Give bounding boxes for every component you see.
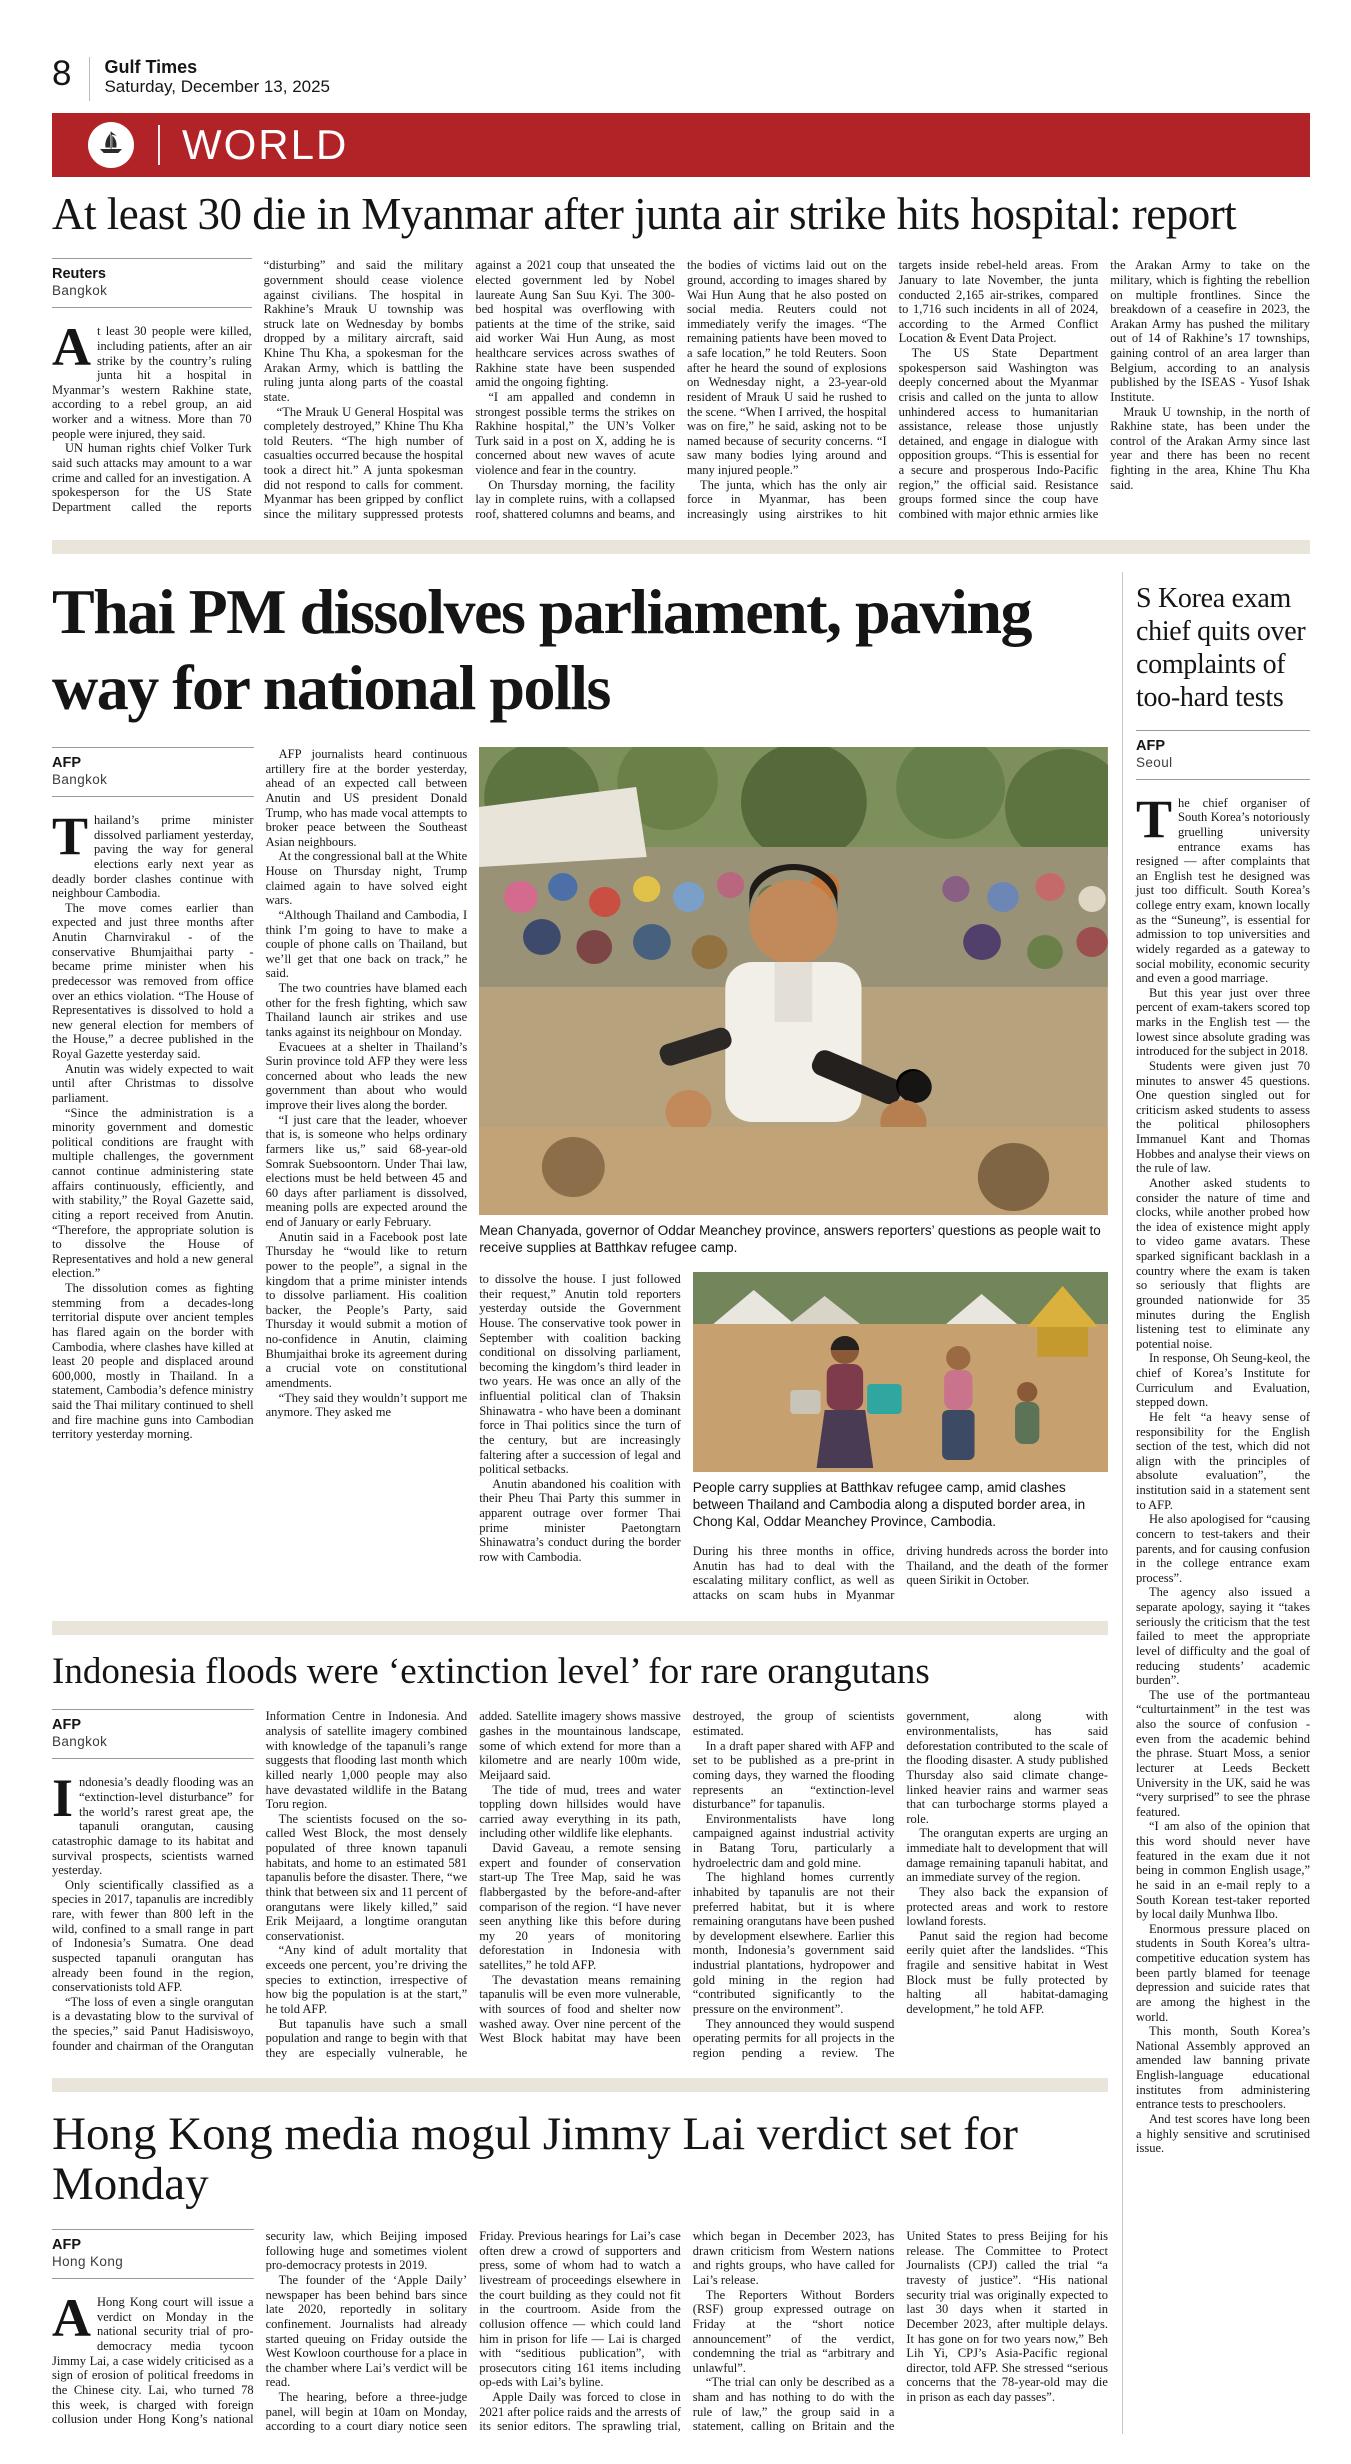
thai-left-columns	[52, 747, 467, 1603]
myanmar-headline: At least 30 die in Myanmar after junta air strike hits hospital: report	[52, 189, 1237, 239]
page-number: 8	[52, 54, 72, 93]
paragraph: The tide of mud, trees and water toppling down hillsides would have carried away everything in its path, including other wildlife like elephants.	[479, 1782, 681, 1841]
byline-location: Bangkok	[52, 1734, 108, 1750]
article-thai	[52, 574, 1108, 1603]
paragraph: “I am also of the opinion that this word should never have featured in the exam due it not being in common English usage,” he said in an e-mail reply to a South Korean test-taker reported by local daily Munhwa Ilbo.	[1136, 1819, 1310, 1922]
photo-refugee-camp-image	[693, 1272, 1108, 1472]
hongkong-headline: Hong Kong media mogul Jimmy Lai verdict set for Monday	[52, 2108, 1018, 2210]
indonesia-text	[52, 1709, 1108, 2060]
paragraph: The highland homes currently inhabited by tapanulis are not their preferred habitat, but it is where remaining orangutans have been pushed by development elsewhere. Earlier this month, Indonesia’s government said industrial plantations, hydropower and gold mining in the region had “contributed significantly to the pressure on the environment”.	[692, 1870, 895, 2016]
indonesia-headline: Indonesia floods were ‘extinction level’ for rare orangutans	[52, 1650, 930, 1692]
banner-divider	[158, 125, 160, 165]
hongkong-body	[52, 2229, 1108, 2434]
paragraph: The scientists focused on the so-called West Block, the most densely populated of three known tapanuli habitats, and home to an estimated 581 tapanulis before the disaster. There, “we think that between six and 11 percent of orangutans were likely killed,” said Erik Meijaard, a longtime orangutan conservationist.	[265, 1811, 468, 1943]
paragraph: The devastation means remaining tapanulis will be even more vulnerable, with sources of food and shelter now washed away. Over nine percent of the West Block habitat may have been destroyed, the group of scientists estimated.	[479, 1709, 895, 2046]
article-myanmar	[52, 191, 1310, 522]
paragraph: Panut said the region had become eerily quiet after the landslides. “This fragile and sensitive habitat in West Block must be fully protected by halting all habitat-damaging development,” he told AFP.	[906, 1928, 1108, 2016]
skorea-headline: S Korea exam chief quits over complaints of too-hard tests	[1136, 582, 1306, 713]
paragraph: A Hong Kong court will issue a verdict on Monday in the national security trial of pro-democracy media tycoon Jimmy Lai, a case widely criticised as a sign of erosion of political freedoms in the Chinese city. Lai, who turned 78 this week, is charged with foreign collusion under Hong Kong’s national security law, which Beijing imposed following huge and sometimes violent pro-democracy protests in 2019.	[52, 2229, 468, 2427]
paragraph: They also back the expansion of protected areas and work to restore lowland forests.	[906, 1884, 1108, 1929]
byline-source: AFP	[52, 1717, 81, 1734]
drop-cap: T	[52, 806, 89, 867]
photo1-caption: Mean Chanyada, governor of Oddar Meanchey province, answers reporters’ questions as people wait to receive supplies at Batthkav refugee camp.	[479, 1223, 1101, 1256]
paragraph: The dissolution comes as fighting stemming from a decades-long territorial dispute over ancient temples has flared again on the border with Cambodia, where clashes have killed at least 20 people and displaced around 600,000, mostly in Thailand. In a statement, Cambodia’s defence ministry said the Thai military continued to shell and fire machine guns into Cambodian territory yesterday morning.	[52, 1281, 254, 1442]
paragraph: Anutin was widely expected to wait until after Christmas to dissolve parliament.	[52, 1061, 254, 1105]
paragraph: But this year just over three percent of exam-takers scored top marks in the English test — the lowest since absolute grading was introduced for the subject in 2018.	[1136, 985, 1310, 1059]
thai-body	[52, 747, 1108, 1603]
hongkong-byline	[52, 2229, 254, 2279]
paragraph: “The loss of even a single orangutan is a devastating blow to the survival of the species,” said Panut Hadisiswoyo, founder and chairman of the Orangutan Information Centre in Indonesia. And analysis of satellite imagery combined with knowledge of the tapanuli’s range suggests that flooding last month which killed nearly 1,000 people may also have devastated wildlife in the Batang Toru region.	[52, 1709, 468, 2053]
paragraph: The use of the portmanteau “culturtainment” in the test was also the source of confusion - even from the academic behind the phrase. Stuart Moss, a senior lecturer at Leeds Beckett University in the UK, said he was “very surprised” to see the phrase featured.	[1136, 1687, 1310, 1819]
masthead-title: Gulf Times	[104, 57, 198, 77]
thai-text-bottom	[693, 1544, 1108, 1603]
byline-location: Seoul	[1136, 754, 1173, 770]
paragraph: “Although Thailand and Cambodia, I think I’m going to have to make a couple of phone calls on Thailand, but we’ll get that one back on track,” he said.	[265, 907, 468, 981]
paragraph: The two countries have blamed each other for the fresh fighting, which saw Thailand launch air strikes and use tanks against its neighbour on Monday.	[265, 981, 468, 1039]
paragraph: Anutin said in a Facebook post late Thursday he “would like to return power to the people”, a signal in the kingdom that a prime minister intends to dissolve parliament. His coalition backer, the People’s Party, said Thursday it would submit a motion of no-confidence in Anutin, claiming Bhumjaithai broke its agreement during a crucial vote on constitutional amendments.	[265, 1229, 468, 1390]
byline-location: Bangkok	[52, 772, 108, 788]
paragraph: They announced they would suspend operating permits for all projects in the region pending a review. The government, along with environmentalists, has said deforestation contributed to the scale of the flooding disaster. A study published Thursday also said climate change-linked heavier rains and warmer seas that can turbocharge storms played a role.	[692, 1709, 1108, 2060]
page-header	[52, 0, 1310, 101]
paragraph: Evacuees at a shelter in Thailand’s Surin province told AFP they were less concerned about who leads the new government than about who would improve their lives along the border.	[265, 1039, 468, 1113]
paragraph: “Since the administration is a minority government and domestic political conditions are fraught with multiple challenges, the government cannot continue administering state affairs continuously, efficiently, and with stability,” the Royal Gazette said, citing a report received from Anutin. “Therefore, the appropriate solution is to dissolve the House of Representatives and hold a new general election.”	[52, 1105, 254, 1281]
paragraph: Anutin abandoned his coalition with their Pheu Thai Party this summer in apparent outrage over former Thai prime minister Paetongtarn Shinawatra’s conduct during the border row with Cambodia.	[479, 1476, 681, 1564]
paragraph: Only scientifically classified as a species in 2017, tapanulis are incredibly rare, with fewer than 800 left in the wild, confined to a small range in part of Indonesia’s Sumatra. One dead suspected tapanuli orangutan has already been found in the region, conservationists told AFP.	[52, 1877, 254, 1995]
byline-source: AFP	[52, 2237, 81, 2254]
paragraph: During his three months in office, Anutin has had to deal with the escalating military conflict, as well as attacks on scam hubs in Myanmar driving hundreds across the border into Thailand, and the death of the former queen Sirikit in October.	[692, 1544, 1108, 1602]
myanmar-body	[52, 258, 1310, 521]
byline-source: AFP	[52, 755, 81, 772]
drop-cap: I	[52, 1768, 74, 1829]
paragraph: “The Mrauk U General Hospital was completely destroyed,” Khine Thu Kha told Reuters. “The high number of casualties occurred because the hospital took a direct hit.” A junta spokesman did not respond to calls for comment. Myanmar has been gripped by conflict since the military suppressed protests against a 2021 coup that unseated the elected government led by Nobel laureate Aung San Suu Kyi. The 300-bed hospital was overflowing with patients at the time of the strike, said aid worker Wai Hun Aung, as most healthcare services across swathes of Rakhine state have been suspended amid the ongoing fighting.	[263, 258, 675, 521]
masthead	[104, 57, 330, 97]
paragraph: The hearing, before a three-judge panel, will begin at 10am on Monday, according to a court diary notice seen Friday. Previous hearings for Lai’s case often drew a crowd of supporters and press, some of whom had to watch a livestream of proceedings elsewhere in the court building as they could not fit in the courtroom. Aside from the collusion offence — which could land him in prison for life — Lai is charged with “seditious publication”, with prosecutors citing 161 items including op-eds with Lai’s byline.	[265, 2229, 681, 2434]
paragraph: Environmentalists have long campaigned against industrial activity in Batang Toru, particularly a hydroelectric dam and gold mine.	[692, 1811, 895, 1870]
paragraph: The junta, which has the only air force in Myanmar, has been increasingly using airstrikes to hit targets inside rebel-held areas. From January to late November, the junta conducted 2,165 air-strikes, compared to 1,716 such incidents in all of 2024, according to the Armed Conflict Location & Event Data Project.	[686, 258, 1099, 521]
section-banner	[52, 113, 1310, 177]
article-skorea	[1122, 572, 1310, 2434]
paragraph: The chief organiser of South Korea’s notoriously gruelling university entrance exams has resigned — after complaints that an English test he designed was just too difficult. South Korea’s college entry exam, known locally as the “Suneung”, is essential for admission to top universities and widely regarded as a gateway to social mobility, economic security and even a good marriage.	[1136, 788, 1310, 986]
paragraph: At least 30 people were killed, including patients, after an air strike by the country’s ruling junta hit a hospital in Myanmar’s western Rakhine state, according to a rebel group, an aid worker and a witness. More than 70 people were injured, they said.	[52, 317, 252, 441]
paragraph: Mrauk U township, in the north of Rakhine state, has been under the control of the Arakan Army since last year and there has been no recent fighting in the area, Khine Thu Kha said.	[1110, 404, 1310, 492]
paragraph: Another asked students to consider the nature of time and clocks, while another probed how the idea of existence might apply to video game avatars. These sparked significant backlash in a country where the exam is taken so seriously that flights are grounded nationwide for 35 minutes during the English listening test to eliminate any potential noise.	[1136, 1175, 1310, 1351]
paragraph: Enormous pressure placed on students in South Korea’s ultra-competitive education system has been partly blamed for teenage depression and suicide rates that are among the highest in the world.	[1136, 1921, 1310, 2024]
byline-location: Bangkok	[52, 283, 108, 299]
thai-middle-column	[479, 1272, 681, 1603]
gulf-times-logo	[88, 122, 134, 168]
section-divider	[52, 540, 1310, 554]
photo-oddar-governor	[479, 747, 1108, 1256]
thai-bottom-columns	[693, 1544, 1108, 1603]
paragraph: He also apologised for “causing concern to test-takers and their parents, and for causing confusion in the college entrance exam process”.	[1136, 1512, 1310, 1585]
paragraph: to dissolve the house. I just followed their request,” Anutin told reporters yesterday outside the Government House. The conservative took power in September with coalition backing conditional on dissolving parliament, becoming the kingdom’s third leader in two years. He was once an ally of the influential political clan of Thaksin Shinawatra - who have been a dominant force in Thai politics since the turn of the century, but are increasingly faltering after a succession of legal and political setbacks.	[479, 1272, 681, 1477]
paragraph: The US State Department spokesperson said Washington was deeply concerned about the Myanmar crisis and called on the junta to allow unhindered access to humanitarian assistance, release those unjustly detained, and engage in dialogue with opposition groups. “This is essential for a secure and prosperous Indo-Pacific region,” the official said. Resistance groups formed since the coup have combined with major ethnic armies like the Arakan Army to take on the military, which is fighting the rebellion on multiple frontlines. Since the breakdown of a ceasefire in 2023, the Arakan Army has pushed the military out of 14 of Rakhine’s 17 townships, gaining control of an area larger than Belgium, according to an analysis published by the ISEAS - Yusof Ishak Institute.	[898, 258, 1310, 521]
paragraph: The orangutan experts are urging an immediate halt to development that will damage remaining tapanuli habitat, and an immediate survey of the region.	[906, 1826, 1108, 1885]
paragraph: He felt “a heavy sense of responsibility for the English section of the test, which did not align with the principles of absolute evaluation”, the institution said in a statement sent to AFP.	[1136, 1409, 1310, 1512]
article-hongkong	[52, 2110, 1108, 2433]
photo-refugee-camp	[693, 1272, 1108, 1530]
thai-byline	[52, 747, 254, 797]
drop-cap: A	[52, 317, 91, 378]
byline-location: Hong Kong	[52, 2254, 124, 2270]
drop-cap: T	[1136, 788, 1173, 849]
masthead-date: Saturday, December 13, 2025	[104, 77, 331, 96]
paragraph: David Gaveau, a remote sensing expert and founder of conservation start-up The Tree Map, said he was flabbergasted by the before-and-after comparison of the region. “I have never seen anything like this before during my 20 years of monitoring deforestation in Indonesia with satellites,” he told AFP.	[479, 1841, 681, 1973]
paragraph: The agency also issued a separate apology, saying it “takes seriously the criticism that the test failed to meet the appropriate level of difficulty and the goal of reducing students’ academic burden”.	[1136, 1585, 1310, 1688]
article-indonesia	[52, 1650, 1108, 2061]
paragraph: AFP journalists heard continuous artillery fire at the border yesterday, ahead of an expected call between Anutin and US president Donald Trump, who has made vocal attempts to broker peace between the Southeast Asian neighbours.	[265, 747, 468, 849]
skorea-text	[1136, 788, 1310, 2156]
section-divider	[52, 2078, 1108, 2092]
thai-headline: Thai PM dissolves parliament, paving way for national polls	[52, 575, 1031, 724]
section-divider	[52, 1621, 1108, 1635]
paragraph: “They said they wouldn’t support me anymore. They asked me	[265, 1390, 468, 1420]
paragraph: “I am appalled and condemn in strongest possible terms the strikes on Rakhine hospital,” the UN’s Volker Turk said in a post on X, adding he is concerned about new waves of acute violence and fear in the country.	[475, 389, 675, 477]
byline-source: Reuters	[52, 266, 106, 283]
paragraph: The Reporters Without Borders (RSF) group expressed outrage on Friday at the “short notice announcement” of the verdict, condemning the trial as “arbitrary and unlawful”.	[692, 2287, 895, 2375]
thai-text-left	[52, 747, 467, 1442]
paragraph: Students were given just 70 minutes to answer 45 questions. One question singled out for criticism asked students to assess the political philosophers Immanuel Kant and Thomas Hobbes and analyse their views on the rule of law.	[1136, 1058, 1310, 1176]
paragraph: Thailand’s prime minister dissolved parliament yesterday, paving the way for general elections early next year as deadly border clashes continue with neighbour Cambodia.	[52, 806, 254, 901]
indonesia-byline	[52, 1709, 254, 1759]
header-divider	[89, 57, 90, 101]
paragraph: But tapanulis have such a small population and range to begin with that they are especially vulnerable, he added. Satellite imagery shows massive gashes in the mountainous landscape, some of which extend for more than a kilometre and are nearly 100m wide, Meijaard said.	[265, 1709, 681, 2060]
thai-text-middle	[479, 1272, 681, 1565]
paragraph: Indonesia’s deadly flooding was an “extinction-level disturbance” for the world’s rarest great ape, the tapanuli orangutan, causing catastrophic damage to its habitat and survival prospects, scientists warned yesterday.	[52, 1768, 254, 1878]
paragraph: “The trial can only be described as a sham and has nothing to do with the rule of law,” the group said in a statement, calling on Britain and the United States to press Beijing for his release. The Committee to Protect Journalists (CPJ) called the trial “a travesty of justice”. “His national security trial was originally expected to last 30 days when it started in December 2023, after multiple delays. It has gone on for two years now,” Beh Lih Yi, CPJ’s Asia-Pacific regional director, told AFP. She stressed “serious concerns that the 78-year-old may die in prison as each day passes”.	[692, 2229, 1108, 2434]
paragraph: In response, Oh Seung-keol, the chief of Korea’s Institute for Curriculum and Evaluation, stepped down.	[1136, 1351, 1310, 1410]
paragraph: “I just care that the leader, whoever that is, is someone who helps ordinary farmers like us,” said 68-year-old Somrak Suebsoontorn. Under Thai law, elections must be held between 45 and 60 days after parliament is dissolved, meaning polls are expected around the end of January or early February.	[265, 1112, 468, 1230]
photo-oddar-governor-image	[479, 747, 1108, 1215]
skorea-byline	[1136, 730, 1310, 780]
indonesia-body	[52, 1709, 1108, 2060]
section-title: WORLD	[182, 121, 349, 168]
paragraph: Apple Daily was forced to close in 2021 after police raids and the arrests of its senior editors. The sprawling trial, which began in December 2023, has drawn criticism from Western nations and rights groups, who have called for Lai’s release.	[479, 2229, 895, 2434]
paragraph: And test scores have long been a highly sensitive and scrutinised issue.	[1136, 2111, 1310, 2156]
myanmar-byline	[52, 258, 252, 308]
dhow-boat-icon	[96, 128, 126, 163]
byline-source: AFP	[1136, 737, 1165, 754]
drop-cap: A	[52, 2288, 91, 2349]
paragraph: “Any kind of adult mortality that exceeds one percent, you’re driving the species to extinction, irrespective of how big the population is at the start,” he told AFP.	[265, 1943, 468, 2016]
paragraph: The founder of the ‘Apple Daily’ newspaper has been behind bars since late 2020, reportedly in solitary confinement. Journalists had already started queuing on Friday outside the West Kowloon courthouse for a place in the chamber where Lai’s verdict will be read.	[265, 2273, 468, 2390]
paragraph: In a draft paper shared with AFP and set to be published as a pre-print in coming days, they warned the flooding represents an “extinction-level disturbance” for tapanulis.	[692, 1738, 895, 1812]
paragraph: UN human rights chief Volker Turk said such attacks may amount to a war crime and called for an investigation. A spokesperson for the US State Department called the reports “disturbing” and said the military government should cease violence against civilians. The hospital in Rakhine’s Mrauk U township was struck late on Wednesday by bombs dropped by a military aircraft, said Khine Thu Kha, a spokesman for the Arakan Army, which is battling the ruling junta along parts of the coastal state.	[52, 258, 464, 514]
paragraph: The move comes earlier than expected and just three months after Anutin Charnvirakul - of the conservative Bhumjaithai party - became prime minister when his predecessor was removed from office over an ethics violation. “The House of Representatives is dissolved to hold a new general election for members of the House,” a decree published in the Royal Gazette yesterday said.	[52, 900, 254, 1062]
photo2-caption: People carry supplies at Batthkav refugee camp, amid clashes between Thailand and Cambodia along a disputed border area, in Chong Kal, Oddar Meanchey Province, Cambodia.	[692, 1480, 1086, 1530]
paragraph: This month, South Korea’s National Assembly approved an amended law banning private English-language educational institutes from administering entrance tests to preschoolers.	[1136, 2024, 1310, 2112]
paragraph: On Thursday morning, the facility lay in complete ruins, with a collapsed roof, shattered columns and beams, and the bodies of victims laid out on the ground, according to images shared by Wai Hun Aung that he also posted on social media. Reuters could not immediately verify the images. “The remaining patients have been moved to a safe location,” he told Reuters. Soon after he heard the sound of explosions on Wednesday night, a 23-year-old resident of Mrauk U said he rushed to the scene. “When I arrived, the hospital was on fire,” he said, asking not to be named because of security concerns. “I saw many bodies lying around and many injured people.”	[475, 258, 887, 521]
paragraph: At the congressional ball at the White House on Thursday night, Trump claimed again to have solved eight wars.	[265, 849, 468, 908]
